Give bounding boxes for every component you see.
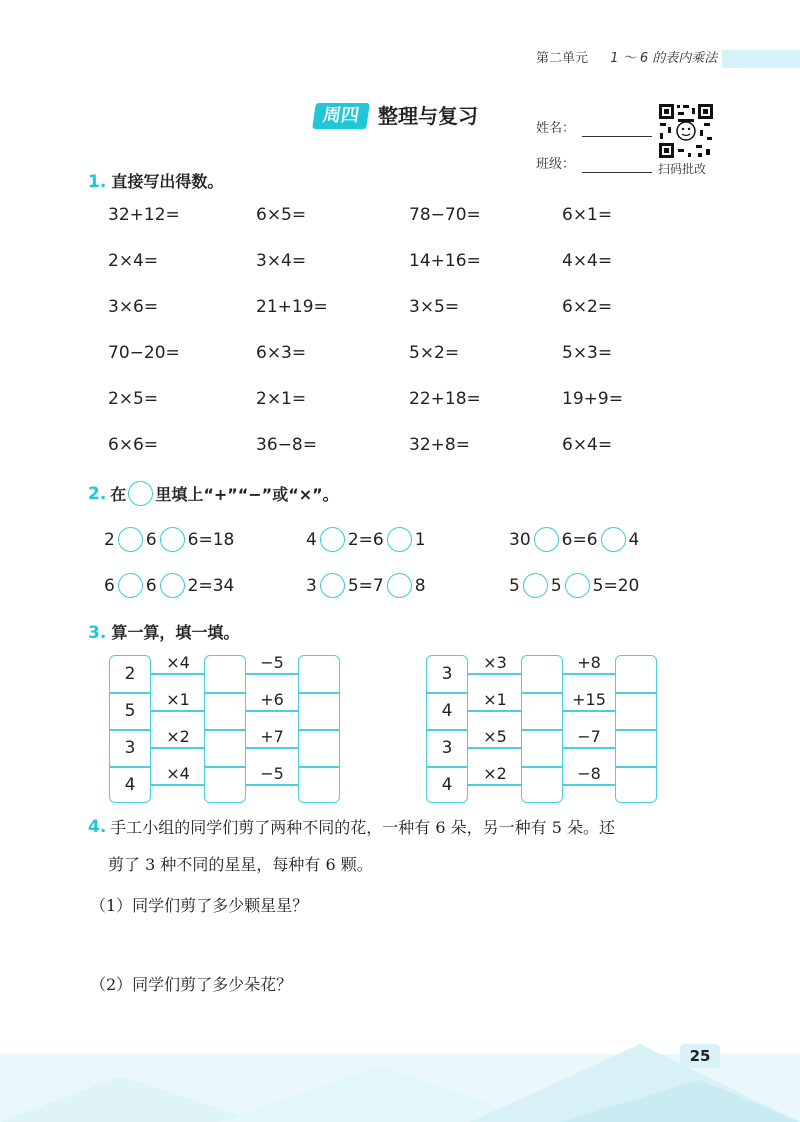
q2-term: 6: [145, 529, 157, 550]
q2-term: 4: [306, 529, 317, 550]
q1-item: 6×4=: [562, 435, 613, 455]
q1-item: 3×6=: [108, 297, 159, 317]
q4-answer-area-1[interactable]: [108, 920, 668, 965]
chain-operation: ×5: [483, 727, 507, 746]
q3-text: 算一算，填一填。: [111, 623, 240, 642]
q1-item: 21+19=: [256, 297, 328, 317]
connector-line: [563, 784, 615, 786]
chain-input: 2: [124, 664, 136, 684]
q1-item: 19+9=: [562, 389, 623, 409]
row-divider: [298, 729, 340, 731]
connector-line: [468, 710, 521, 712]
chain-input: 4: [441, 701, 453, 721]
connector-line: [151, 673, 204, 675]
q2-problem: [306, 527, 426, 552]
class-label: 班级：: [536, 157, 576, 172]
chain-input: 3: [124, 738, 136, 758]
q1-number: 1.: [88, 172, 107, 192]
page-title: 整理与复习: [378, 104, 478, 128]
q1-item: 5×2=: [409, 343, 460, 363]
q2-term: 2: [104, 529, 115, 550]
q1-item: 6×1=: [562, 205, 613, 225]
q2-term: 6=6: [561, 529, 598, 550]
row-divider: [109, 766, 151, 768]
q2-term: 2=6: [347, 529, 384, 550]
q1-item: 6×3=: [256, 343, 307, 363]
connector-line: [563, 710, 615, 712]
chain-input: 3: [441, 738, 453, 758]
operator-blank[interactable]: [534, 527, 559, 552]
q1-item: 22+18=: [409, 389, 481, 409]
chain-operation: −5: [260, 653, 284, 672]
row-divider: [615, 729, 657, 731]
row-divider: [298, 766, 340, 768]
chain-input: 5: [124, 701, 136, 721]
operator-blank[interactable]: [601, 527, 626, 552]
connector-line: [246, 673, 298, 675]
q2-term: 6: [104, 575, 115, 596]
row-divider: [521, 729, 563, 731]
operator-blank[interactable]: [565, 573, 590, 598]
q1-item: 2×5=: [108, 389, 159, 409]
q1-item: 6×2=: [562, 297, 613, 317]
q2-term: 5: [509, 575, 520, 596]
q2-problem: [509, 527, 639, 552]
operator-blank[interactable]: [118, 527, 143, 552]
connector-line: [468, 673, 521, 675]
operator-blank[interactable]: [118, 573, 143, 598]
q2-heading: [88, 481, 339, 506]
row-divider: [109, 692, 151, 694]
q3-number: 3.: [88, 623, 107, 643]
scan-label: 扫码批改: [658, 162, 707, 176]
connector-line: [468, 784, 521, 786]
q2-problem: [104, 573, 234, 598]
q4-sub1: （1）同学们剪了多少颗星星？: [90, 896, 309, 915]
q1-item: 3×4=: [256, 251, 307, 271]
q2-problem: [509, 573, 639, 598]
qr-code-icon[interactable]: [658, 103, 714, 159]
chain-operation: +15: [572, 690, 606, 709]
operator-blank[interactable]: [160, 527, 185, 552]
q2-term: 6=18: [187, 529, 235, 550]
chain-operation: ×2: [483, 764, 507, 783]
chain-operation: ×4: [166, 764, 190, 783]
q1-item: 2×4=: [108, 251, 159, 271]
q2-text-after: 里填上“+”“−”或“×”。: [155, 485, 339, 504]
class-field[interactable]: [582, 172, 652, 173]
q4-line2: 剪了 3 种不同的星星，每种有 6 颗。: [108, 855, 373, 874]
row-divider: [204, 766, 246, 768]
connector-line: [151, 710, 204, 712]
q1-item: 78−70=: [409, 205, 481, 225]
operator-blank[interactable]: [160, 573, 185, 598]
chain-input: 3: [441, 664, 453, 684]
q1-item: 32+12=: [108, 205, 180, 225]
operator-blank[interactable]: [387, 527, 412, 552]
operator-blank[interactable]: [320, 573, 345, 598]
q1-item: 70−20=: [108, 343, 180, 363]
header-accent-strip: [722, 50, 800, 68]
q2-term: 2=34: [187, 575, 235, 596]
chain-operation: ×2: [166, 727, 190, 746]
q1-heading: [88, 169, 223, 192]
row-divider: [521, 766, 563, 768]
row-divider: [521, 692, 563, 694]
unit-header: [536, 50, 717, 68]
chain-operation: ×1: [483, 690, 507, 709]
q1-text: 直接写出得数。: [111, 172, 224, 191]
chain-operation: ×1: [166, 690, 190, 709]
q1-item: 3×5=: [409, 297, 460, 317]
row-divider: [298, 692, 340, 694]
q2-problem: [306, 573, 426, 598]
q1-item: 6×5=: [256, 205, 307, 225]
row-divider: [109, 729, 151, 731]
q1-item: 14+16=: [409, 251, 481, 271]
q2-term: 30: [509, 529, 531, 550]
connector-line: [563, 673, 615, 675]
page-number: 25: [680, 1044, 720, 1068]
row-divider: [204, 692, 246, 694]
q2-term: 1: [414, 529, 426, 550]
operator-blank[interactable]: [523, 573, 548, 598]
chain-operation: +7: [260, 727, 284, 746]
name-field[interactable]: [582, 136, 652, 137]
q4-answer-area-2[interactable]: [108, 1000, 668, 1040]
connector-line: [246, 784, 298, 786]
chain-operation: +6: [260, 690, 284, 709]
q2-number: 2.: [88, 483, 107, 504]
q2-problem: [104, 527, 234, 552]
q2-term: 5=7: [347, 575, 384, 596]
q4-number: 4.: [88, 816, 107, 837]
row-divider: [615, 692, 657, 694]
chain-operation: −8: [577, 764, 601, 783]
row-divider: [426, 729, 468, 731]
q4-line1: 手工小组的同学们剪了两种不同的花，一种有 6 朵，另一种有 5 朵。还: [110, 818, 616, 837]
unit-label: 第二单元: [536, 51, 589, 66]
sample-circle-icon: [128, 481, 153, 506]
connector-line: [151, 784, 204, 786]
q2-term: 3: [306, 575, 317, 596]
operator-blank[interactable]: [387, 573, 412, 598]
q1-item: 4×4=: [562, 251, 613, 271]
chain-input: 4: [124, 775, 136, 795]
connector-line: [246, 747, 298, 749]
name-label: 姓名：: [536, 121, 576, 136]
chain-operation: ×4: [166, 653, 190, 672]
connector-line: [246, 710, 298, 712]
q3-heading: [88, 620, 239, 643]
q1-item: 5×3=: [562, 343, 613, 363]
q1-item: 32+8=: [409, 435, 470, 455]
chain-operation: +8: [577, 653, 601, 672]
chain-input: 4: [441, 775, 453, 795]
topic-label: 1 ～ 6 的表内乘法: [610, 51, 718, 66]
q2-term: 4: [628, 529, 640, 550]
q1-item: 2×1=: [256, 389, 307, 409]
chain-operation: −7: [577, 727, 601, 746]
q2-term: 8: [414, 575, 426, 596]
q1-item: 36−8=: [256, 435, 317, 455]
q2-term: 5: [550, 575, 562, 596]
q2-text-before: 在: [110, 485, 127, 504]
q4-heading: [88, 815, 615, 838]
connector-line: [151, 747, 204, 749]
chain-operation: −5: [260, 764, 284, 783]
row-divider: [426, 766, 468, 768]
operator-blank[interactable]: [320, 527, 345, 552]
row-divider: [204, 729, 246, 731]
q2-term: 6: [145, 575, 157, 596]
connector-line: [563, 747, 615, 749]
q4-sub2: （2）同学们剪了多少朵花？: [90, 975, 293, 994]
row-divider: [615, 766, 657, 768]
connector-line: [468, 747, 521, 749]
row-divider: [426, 692, 468, 694]
q1-item: 6×6=: [108, 435, 159, 455]
chain-operation: ×3: [483, 653, 507, 672]
q2-term: 5=20: [592, 575, 640, 596]
day-badge: 周四: [312, 103, 370, 129]
